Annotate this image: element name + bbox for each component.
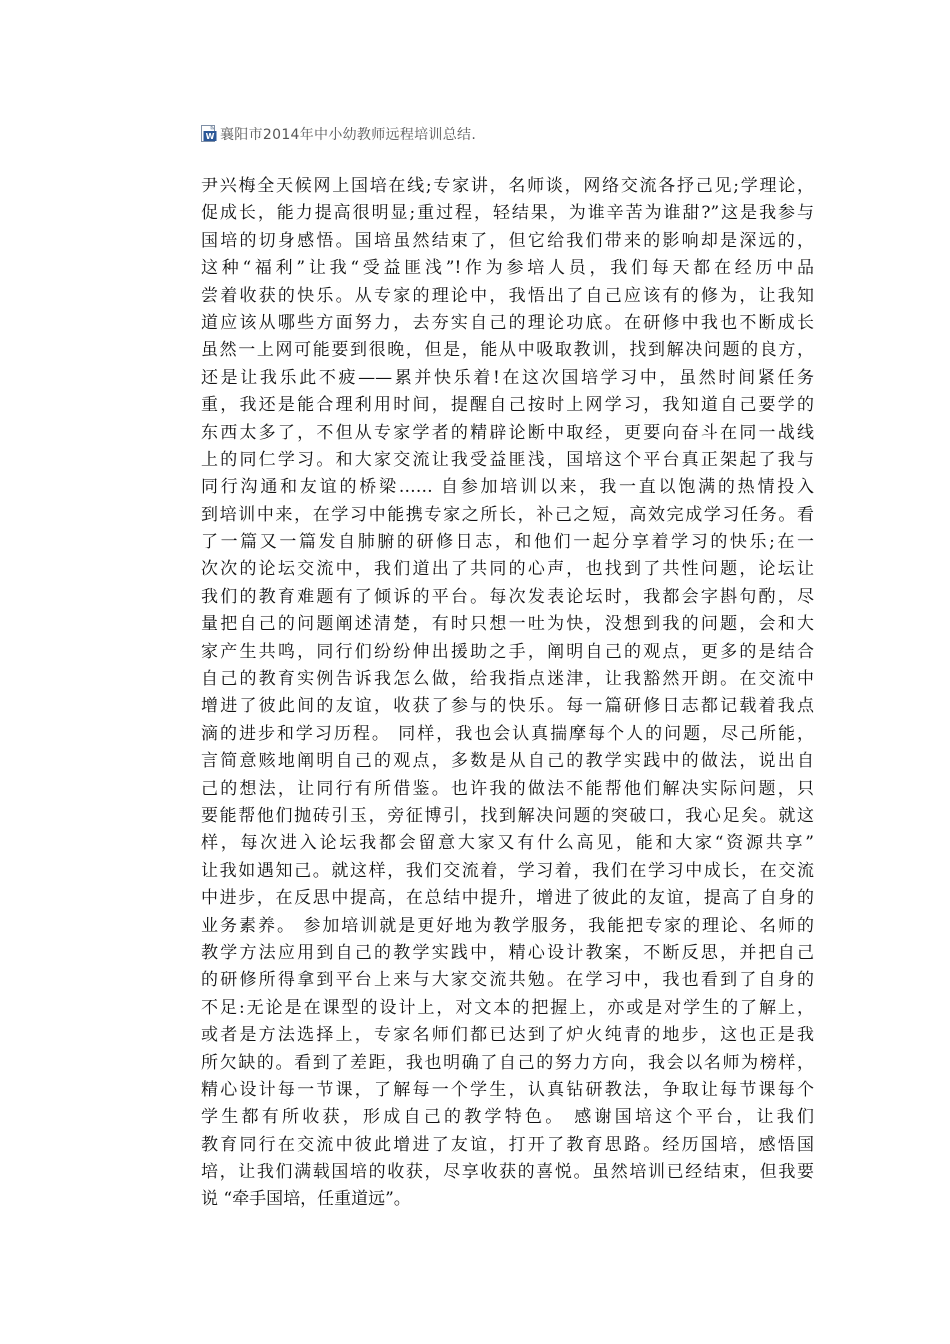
- body-text-line: 量把自己的问题阐述清楚，有时只想一吐为快，没想到我的问题，会和大: [201, 614, 814, 635]
- body-text-line: 次次的论坛交流中，我们道出了共同的心声，也找到了共性问题，论坛让: [201, 559, 814, 580]
- body-text-line: 增进了彼此间的友谊，收获了参与的快乐。每一篇研修日志都记载着我点: [201, 696, 814, 717]
- body-text-line: 己的想法，让同行有所借鉴。也许我的做法不能帮他们解决实际问题，只: [201, 778, 814, 799]
- body-text-line: 重，我还是能合理利用时间，提醒自己按时上网学习，我知道自己要学的: [201, 395, 814, 416]
- body-text-line: 尹兴梅全天候网上国培在线;专家讲，名师谈，网络交流各抒己见;学理论，: [201, 176, 814, 196]
- body-text-line: 还是让我乐此不疲——累并快乐着!在这次国培学习中，虽然时间紧任务: [201, 367, 814, 388]
- body-text-line: 虽然一上网可能要到很晚，但是，能从中吸取教训，找到解决问题的良方，: [201, 340, 814, 361]
- word-document-icon: [201, 125, 217, 143]
- document-body: [201, 173, 814, 1214]
- body-text-line: 家产生共鸣，同行们纷纷伸出援助之手，阐明自己的观点，更多的是结合: [201, 641, 814, 662]
- body-text-line: 中进步，在反思中提高，在总结中提升，增进了彼此的友谊，提高了自身的: [201, 888, 814, 909]
- body-text-line: 培，让我们满载国培的收获，尽享收获的喜悦。虽然培训已经结束，但我要: [201, 1162, 814, 1183]
- body-text-line: 这种“福利”让我“受益匪浅”!作为参培人员，我们每天都在经历中品: [201, 258, 814, 279]
- body-text-line: 所欠缺的。看到了差距，我也明确了自己的努力方向，我会以名师为榜样，: [201, 1052, 814, 1073]
- svg-text:W: W: [205, 132, 215, 142]
- body-text-line: 到培训中来，在学习中能携专家之所长，补己之短，高效完成学习任务。看: [201, 504, 814, 525]
- body-text-line: 教育同行在交流中彼此增进了友谊，打开了教育思路。经历国培，感悟国: [201, 1134, 814, 1155]
- body-text-line: 上的同仁学习。和大家交流让我受益匪浅，国培这个平台真正架起了我与: [201, 449, 814, 470]
- body-text-line: 国培的切身感悟。国培虽然结束了，但它给我们带来的影响却是深远的，: [201, 230, 814, 251]
- body-text-line: 滴的进步和学习历程。 同样，我也会认真揣摩每个人的问题，尽己所能，: [201, 723, 814, 744]
- body-text-line: 教学方法应用到自己的教学实践中，精心设计教案，不断反思，并把自己: [201, 942, 814, 963]
- body-text-line: 或者是方法选择上，专家名师们都已达到了炉火纯青的地步，这也正是我: [201, 1025, 814, 1046]
- body-text-line: 的研修所得拿到平台上来与大家交流共勉。在学习中，我也看到了自身的: [201, 970, 814, 991]
- body-text-line: 东西太多了，不但从专家学者的精辟论断中取经，更要向奋斗在同一战线: [201, 422, 814, 443]
- body-text-line: 促成长，能力提高很明显;重过程，轻结果，为谁辛苦为谁甜?”这是我参与: [201, 203, 814, 224]
- body-text-line: 自己的教育实例告诉我怎么做，给我指点迷津，让我豁然开朗。在交流中: [201, 669, 814, 690]
- body-text-line: 我们的教育难题有了倾诉的平台。每次发表论坛时，我都会字斟句酌，尽: [201, 586, 814, 607]
- body-text-line: 业务素养。 参加培训就是更好地为教学服务，我能把专家的理论、名师的: [201, 915, 814, 936]
- body-text-line: 了一篇又一篇发自肺腑的研修日志，和他们一起分享着学习的快乐;在一: [201, 532, 814, 553]
- body-text-line: 要能帮他们抛砖引玉，旁征博引，找到解决问题的突破口，我心足矣。就这: [201, 805, 814, 826]
- document-title: 襄阳市2014年中小幼教师远程培训总结.: [220, 127, 477, 143]
- document-title-row: [201, 124, 476, 144]
- body-text-line: 不足:无论是在课型的设计上，对文本的把握上，亦或是对学生的了解上，: [201, 997, 814, 1018]
- body-text-line: 让我如遇知己。就这样，我们交流着，学习着，我们在学习中成长，在交流: [201, 860, 814, 881]
- body-text-line: 同行沟通和友谊的桥梁…… 自参加培训以来，我一直以饱满的热情投入: [201, 477, 814, 498]
- body-text-line: 学生都有所收获，形成自己的教学特色。 感谢国培这个平台，让我们: [201, 1107, 814, 1128]
- body-text-line: 样，每次进入论坛我都会留意大家又有什么高见，能和大家“资源共享”: [201, 833, 814, 854]
- body-text-line: 精心设计每一节课，了解每一个学生，认真钻研教法，争取让每节课每个: [201, 1079, 814, 1100]
- body-text-line: 言简意赅地阐明自己的观点，多数是从自己的教学实践中的做法，说出自: [201, 751, 814, 772]
- body-text-line: 说 “牵手国培，任重道远”。: [201, 1189, 411, 1210]
- body-text-line: 尝着收获的快乐。从专家的理论中，我悟出了自己应该有的修为，让我知: [201, 285, 814, 306]
- body-text-line: 道应该从哪些方面努力，去夯实自己的理论功底。在研修中我也不断成长: [201, 312, 814, 333]
